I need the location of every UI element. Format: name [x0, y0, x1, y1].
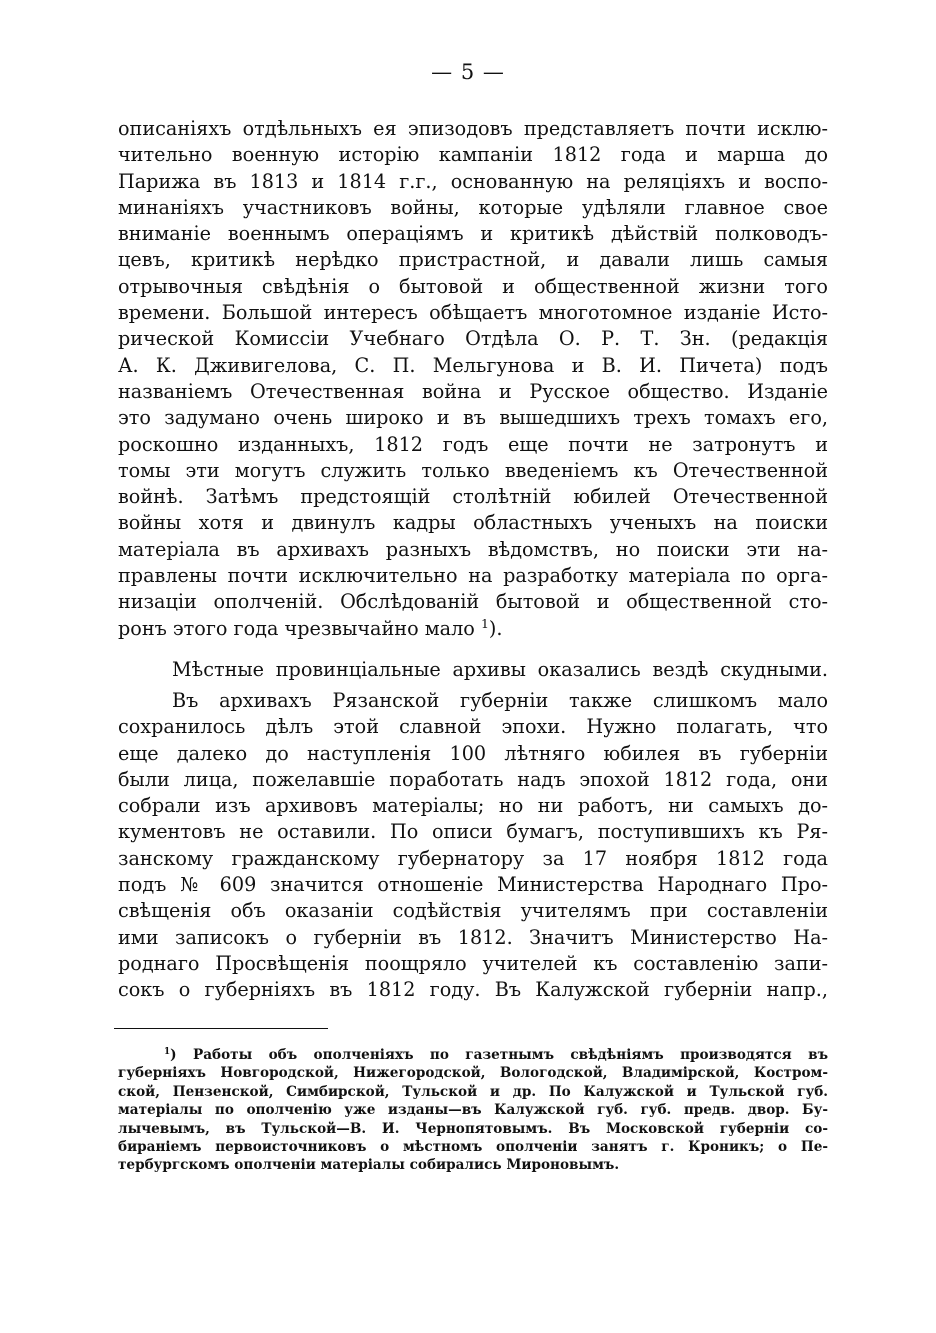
text-line: войнѣ. Затѣмъ предстоящій столѣтній юбилей Отечественной — [118, 485, 828, 509]
text-line: сохранилось дѣлъ этой славной эпохи. Нужно полагать, что — [118, 715, 828, 739]
footnote-line: лычевымъ, въ Тульской—В. И. Чернопятовымъ. Въ Московской губерніи со- — [118, 1120, 828, 1137]
page-number: — 5 — — [431, 60, 505, 84]
text-line: ими записокъ о губерніи въ 1812. Значитъ Министерство На- — [118, 925, 828, 949]
text-line: минаніяхъ участниковъ войны, которые удѣляли главное свое — [118, 195, 828, 219]
footnote — [118, 1046, 828, 1175]
text-line: свѣщенія объ оказаніи содѣйствія учителямъ при составленіи — [118, 899, 828, 923]
text-line: правлены почти исключительно на разработку матеріала по орга- — [118, 564, 828, 588]
text-line-last — [118, 616, 828, 642]
text-line: вниманіе военнымъ операціямъ и критикѣ дѣйствій полководъ- — [118, 222, 828, 246]
footnote-line: матеріалы по ополченію уже изданы—въ Калужской губ. губ. предв. двор. Бу- — [118, 1102, 828, 1119]
footnote-marker: 1 — [164, 1047, 171, 1058]
text-line: чительно военную исторію кампаніи 1812 года и марша до — [118, 143, 828, 167]
text-line: Парижа въ 1813 и 1814 г.г., основанную на реляціяхъ и воспо- — [118, 169, 828, 193]
paragraph-main — [118, 116, 828, 642]
text-line: Въ архивахъ Рязанской губерніи также слишкомъ мало — [172, 689, 828, 712]
text-line-tail: ). — [488, 616, 503, 640]
footnote-line: биранiемъ первоисточниковъ о мѣстномъ ополченіи занятъ г. Кроникъ; о Пе- — [118, 1139, 828, 1156]
text-line: подъ № 609 значится отношеніе Министерства Народнаго Про- — [118, 873, 828, 897]
text-line: названіемъ Отечественная война и Русское общество. Изданіе — [118, 379, 828, 403]
footnote-divider — [114, 1028, 328, 1029]
text-line: Мѣстные провинціальные архивы оказались вездѣ скудными. — [172, 658, 828, 681]
text-line: времени. Большой интересъ обѣщаетъ многотомное изданіе Исто- — [118, 301, 828, 325]
footnote-line: губерніяхъ Новгородской, Нижегородской, Вологодской, Владимірской, Костром- — [118, 1065, 828, 1082]
text-line: низаціи ополченій. Обслѣдованій бытовой и общественной сто- — [118, 590, 828, 614]
text-line: это задумано очень широко и въ вышедшихъ трехъ томахъ его, — [118, 406, 828, 430]
text-line: цевъ, критикѣ нерѣдко пристрастной, и давали лишь самыя — [118, 248, 828, 272]
text-line: занскому гражданскому губернатору за 17 ноября 1812 года — [118, 846, 828, 870]
text-line: отрывочныя свѣдѣнія о бытовой и общественной жизни того — [118, 274, 828, 298]
text-line: роскошно изданныхъ, 1812 годъ еще почти не затронутъ и — [118, 432, 828, 456]
footnote-line: тербургскомъ ополченіи матеріалы собирались Мироновымъ. — [118, 1157, 620, 1174]
paragraph-ryazan — [118, 688, 828, 1004]
text-line: войны хотя и двинулъ кадры областныхъ ученыхъ на поиски — [118, 511, 828, 535]
text-line-content: ронъ этого года чрезвычайно мало — [118, 616, 475, 640]
footnote-line-text: Работы объ ополченіяхъ по газетнымъ свѣдѣніямъ производятся въ — [192, 1047, 828, 1063]
footnote-line: $^1$) Работы объ ополченіяхъ по газетнымъ свѣдѣніямъ производятся въ — [164, 1047, 828, 1063]
text-line: собрали изъ архивовъ матеріалы; но ни работъ, ни самыхъ до- — [118, 794, 828, 818]
text-line: томы эти могутъ служить только введеніемъ къ Отечественной — [118, 458, 828, 482]
text-line: были лица, пожелавшіе поработать надъ эпохой 1812 года, они — [118, 767, 828, 791]
text-line: еще далеко до наступленія 100 лѣтняго юбилея въ губерніи — [118, 741, 828, 765]
paragraph-archives — [118, 657, 828, 683]
text-line: сокъ о губерніяхъ въ 1812 году. Въ Калужской губерніи напр., — [118, 978, 828, 1002]
text-line: А. К. Дживигелова, С. П. Мельгунова и В. И. Пичета) подъ — [118, 353, 828, 377]
text-line: рической Комиссіи Учебнаго Отдѣла О. Р. Т. Зн. (редакція — [118, 327, 828, 351]
text-line: матеріала въ архивахъ разныхъ вѣдомствъ, но поиски эти на- — [118, 537, 828, 561]
text-line: описаніяхъ отдѣльныхъ ея эпизодовъ представляетъ почти исклю- — [118, 117, 828, 140]
text-line: кументовъ не оставили. По описи бумагъ, поступившихъ къ Ря- — [118, 820, 828, 844]
footnote-reference[interactable]: 1 — [480, 615, 489, 631]
footnote-line: ской, Пензенской, Симбирской, Тульской и др. По Калужской и Тульской губ. — [118, 1083, 828, 1100]
text-line: роднаго Просвѣщенія поощряло учителей къ составленію запи- — [118, 951, 828, 975]
